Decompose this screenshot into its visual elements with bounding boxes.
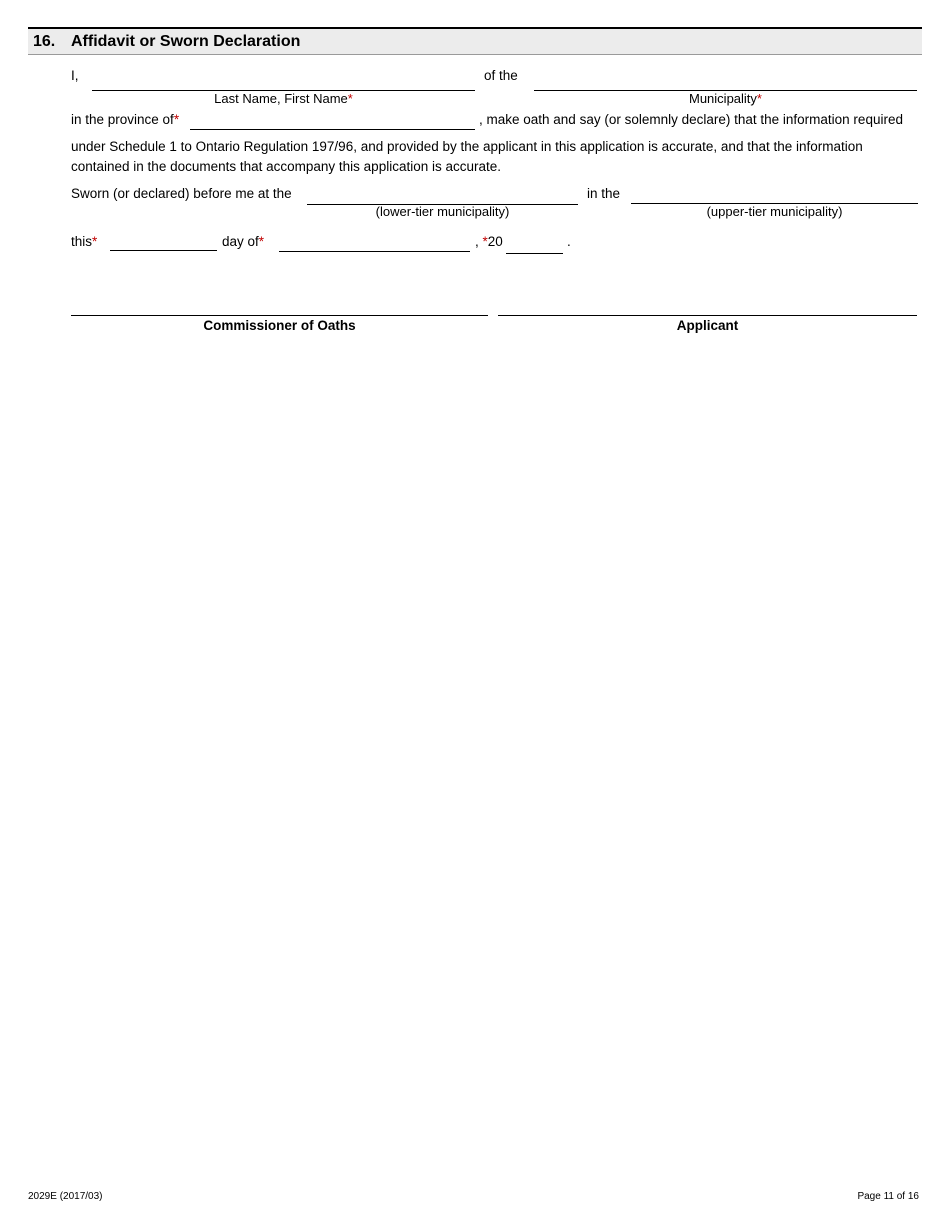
of-the-text: of the [484, 68, 518, 83]
form-id: 2029E (2017/03) [28, 1191, 103, 1202]
name-caption: Last Name, First Name* [214, 91, 353, 106]
applicant-label: Applicant [676, 318, 739, 333]
province-label: in the province of* [71, 112, 180, 127]
period-text: . [567, 234, 571, 249]
applicant-signature-field[interactable] [498, 297, 917, 316]
commissioner-label: Commissioner of Oaths [203, 318, 356, 333]
required-marker: * [756, 91, 762, 106]
section-number: 16. [33, 33, 56, 50]
section-title: Affidavit or Sworn Declaration [71, 33, 301, 50]
page-number: Page 11 of 16 [857, 1191, 919, 1202]
section-header [28, 27, 922, 55]
lower-tier-caption: (lower-tier municipality) [375, 204, 510, 219]
province-field[interactable] [190, 111, 475, 130]
required-marker: * [258, 234, 265, 249]
year-label: , *20 [475, 234, 503, 249]
affidavit-body-line-1: under Schedule 1 to Ontario Regulation 197/96, and provided by the applicant in this application is accurate, and that the information [71, 139, 863, 154]
sworn-text: Sworn (or declared) before me at the [71, 186, 292, 201]
in-the-text: in the [587, 186, 621, 201]
upper-tier-caption: (upper-tier municipality) [706, 204, 843, 219]
month-field[interactable] [279, 233, 470, 252]
lower-tier-municipality-field[interactable] [307, 186, 578, 205]
commissioner-signature-field[interactable] [71, 297, 488, 316]
upper-tier-municipality-field[interactable] [631, 185, 918, 204]
municipality-caption: Municipality* [689, 91, 762, 106]
oath-text: , make oath and say (or solemnly declare) that the information required [479, 112, 903, 127]
municipality-field[interactable] [534, 72, 917, 91]
day-field[interactable] [110, 232, 217, 251]
required-marker: * [173, 112, 180, 127]
year-field[interactable] [506, 235, 563, 254]
last-first-name-field[interactable] [92, 72, 475, 91]
day-of-label: day of* [222, 234, 265, 249]
i-text: I, [71, 68, 79, 83]
this-label: this* [71, 234, 98, 249]
required-marker: * [347, 91, 353, 106]
required-marker: * [92, 234, 98, 249]
required-marker: * [482, 234, 488, 249]
affidavit-body-line-2: contained in the documents that accompany this application is accurate. [71, 159, 502, 174]
